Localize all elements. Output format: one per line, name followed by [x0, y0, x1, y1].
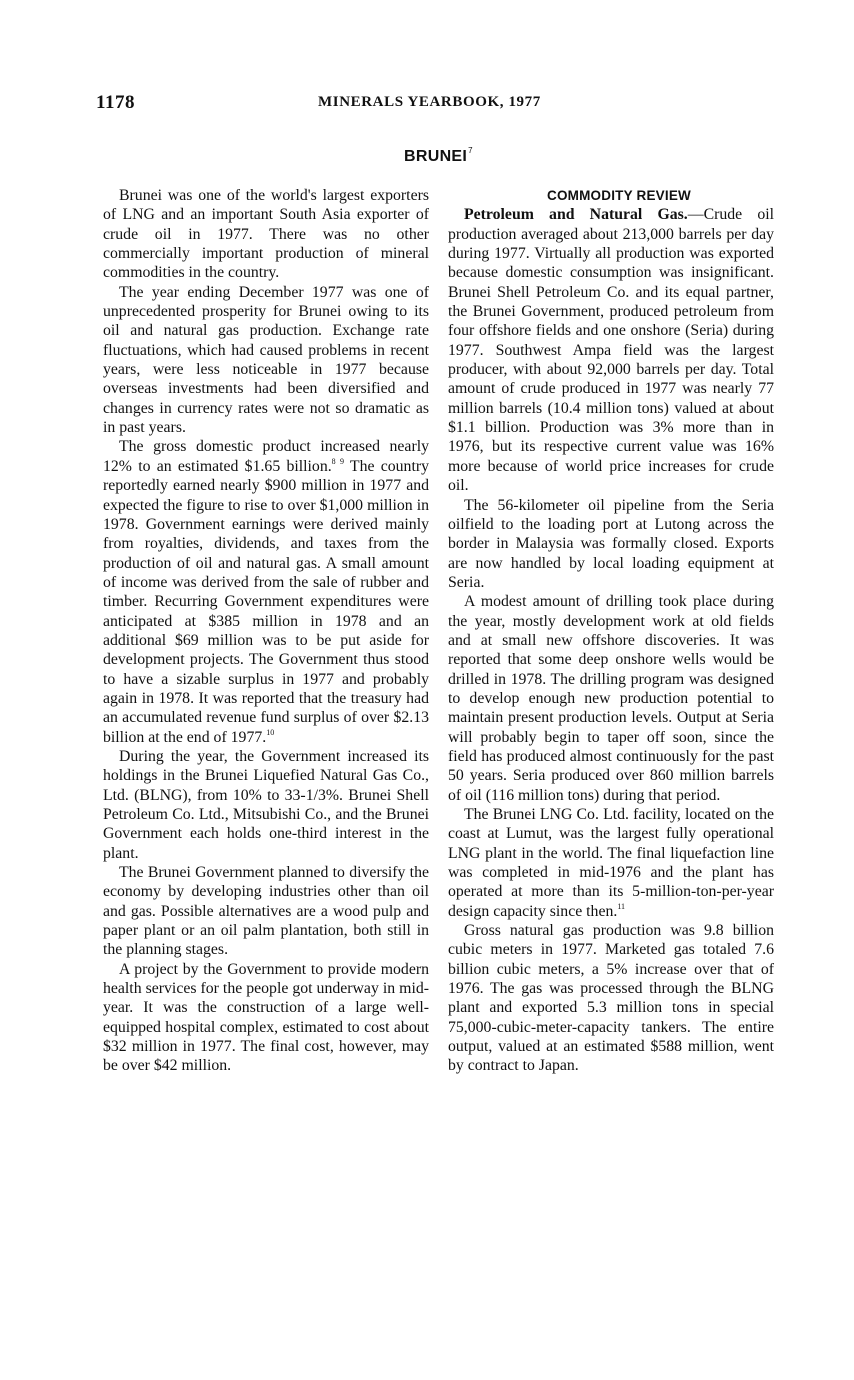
page-number: 1178 — [96, 92, 135, 113]
paragraph — [448, 205, 774, 495]
paragraph-text: The gross domestic product increased nearly 12% to an estimated $1.65 billion. — [103, 438, 429, 475]
section-title-text: BRUNEI — [404, 148, 468, 165]
right-column — [448, 186, 774, 1076]
paragraph-text: The Brunei LNG Co. Ltd. facility, located on the coast at Lumut, was the largest fully operational LNG plant in the world. The final liquefaction line was completed in mid-1976 and the plant has operated at more than its 5-million-ton-per-year design capacity since then. — [448, 806, 774, 920]
left-column — [103, 186, 429, 1076]
paragraph-text: —Crude oil production averaged about 213,000 barrels per day during 1977. Virtually all production was exported because domestic consumption was insignificant. Brunei Shell Petroleum Co. and its equal partner, the Brunei Government, produced petroleum from four offshore fields and one onshore (Seria) during 1977. Southwest Ampa field was the largest producer, with about 92,000 barrels per day. Total amount of crude produced in 1977 was nearly 77 million barrels (10.4 million tons) valued at about $1.1 billion. Production was 3% more than in 1976, but its respective current value was 16% more because of world price increases for crude oil. — [448, 206, 774, 495]
paragraph-text: The country reportedly earned nearly $900 million in 1977 and expected the figure to rise to over $1,000 million in 1978. Government earnings were derived mainly from royalties, dividends, and taxes from the production of oil and natural gas. A small amount of income was derived from the sale of rubber and timber. Recurring Government expenditures were anticipated at $385 million in 1978 and an additional $69 million was to be put aside for development projects. The Government thus stood to have a sizable surplus in 1977 and probably again in 1978. It was reported that the treasury had an accumulated revenue fund surplus of over $2.13 billion at the end of 1977. — [103, 457, 429, 746]
paragraph: The year ending December 1977 was one of unprecedented prosperity for Brunei owing to its oil and natural gas production. Exchange rate fluctuations, which had caused problems in recent years, were less noticeable in 1977 because overseas investments had been diversified and changes in currency rates were not so dramatic as in past years. — [103, 283, 429, 437]
footnote-ref: 8 9 — [331, 456, 344, 466]
paragraph — [448, 805, 774, 921]
paragraph: The Brunei Government planned to diversify the economy by developing industries other than oil and gas. Possible alternatives are a wood pulp and paper plant or an oil palm plantation, both still in the planning stages. — [103, 864, 429, 959]
paragraph: During the year, the Government increased its holdings in the Brunei Liquefied Natural Gas Co., Ltd. (BLNG), from 10% to 33-1/3%. Brunei Shell Petroleum Co. Ltd., Mitsubishi Co., and the Brunei Government each holds one-third interest in the plant. — [103, 747, 429, 862]
subheading: COMMODITY REVIEW — [547, 188, 691, 203]
paragraph: Gross natural gas production was 9.8 billion cubic meters in 1977. Marketed gas totaled 7.6 billion cubic meters, a 5% increase over that of 1976. The gas was processed through the BLNG plant and exported 5.3 million tons in special 75,000-cubic-meter-capacity tankers. The entire output, valued at an estimated $588 million, went by contract to Japan. — [448, 922, 774, 1075]
footnote-ref: 10 — [266, 727, 275, 737]
run-in-heading: Petroleum and Natural Gas. — [464, 206, 688, 224]
section-title — [404, 146, 473, 166]
footnote-ref: 11 — [617, 901, 626, 911]
paragraph: A modest amount of drilling took place during the year, mostly development work at old fields and at small new offshore discoveries. It was reported that some deep onshore wells would be drilled in 1978. The drilling program was designed to develop enough new production potential to maintain present production levels. Output at Seria will probably begin to taper off soon, since the field has produced almost continuously for the past 50 years. Seria produced over 860 million barrels of oil (116 million tons) during that period. — [448, 593, 774, 804]
page-header — [96, 92, 796, 118]
running-head: MINERALS YEARBOOK, 1977 — [318, 94, 541, 110]
paragraph — [103, 437, 429, 747]
paragraph: A project by the Government to provide modern health services for the people got underway in mid-year. It was the construction of a large well-equipped hospital complex, estimated to cost about $32 million in 1977. The final cost, however, may be over $42 million. — [103, 960, 429, 1075]
paragraph: Brunei was one of the world's largest exporters of LNG and an important South Asia exporter of crude oil in 1977. There was no other commercially important production of mineral commodities in the country. — [103, 187, 429, 282]
paragraph: The 56-kilometer oil pipeline from the Seria oilfield to the loading port at Lutong across the border in Malaysia was formally closed. Exports are now handled by local loading equipment at Seria. — [448, 496, 774, 591]
footnote-ref: 7 — [468, 146, 473, 155]
